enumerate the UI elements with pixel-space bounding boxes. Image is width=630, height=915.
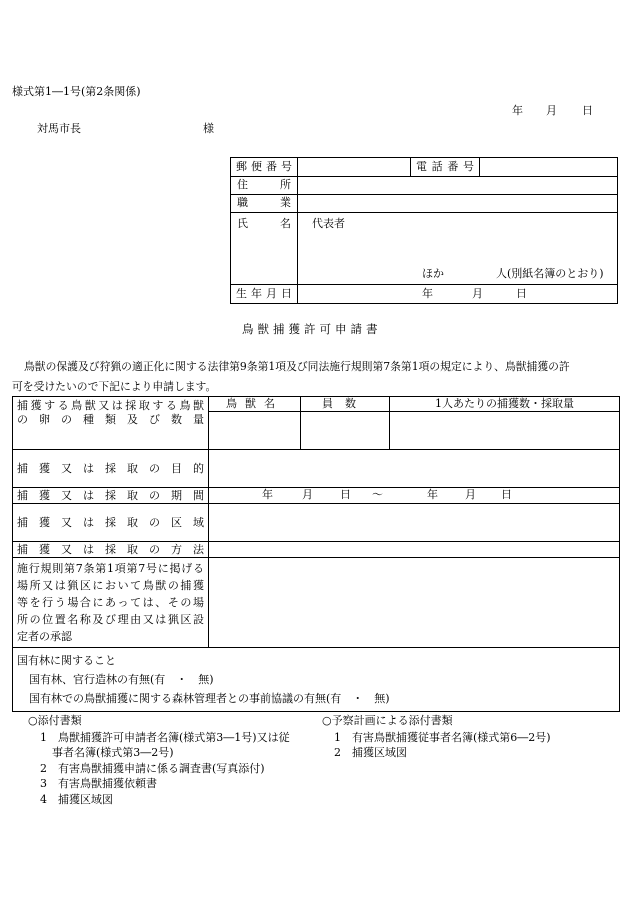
period-day-2: 日 bbox=[501, 488, 512, 502]
birth-label: 生年月日 bbox=[231, 285, 298, 304]
method-field[interactable] bbox=[209, 542, 620, 558]
birth-day: 日 bbox=[516, 287, 527, 300]
period-tilde: ～ bbox=[372, 488, 383, 502]
occupation-field[interactable] bbox=[298, 195, 618, 213]
species-label bbox=[13, 397, 209, 450]
period-month-1: 月 bbox=[302, 488, 313, 502]
addressee-honorific: 様 bbox=[203, 122, 214, 135]
birth-month: 月 bbox=[472, 287, 483, 300]
name-label: 氏名 bbox=[231, 213, 298, 285]
intro-line-2: 可を受けたいので下記により申請します。 bbox=[12, 380, 217, 393]
period-day-1: 日 bbox=[340, 488, 351, 502]
forest-line-2[interactable]: 国有林での鳥獣捕獲に関する森林管理者との事前協議の有無(有 ・ 無) bbox=[29, 692, 390, 706]
postal-field[interactable] bbox=[298, 158, 411, 177]
attachment-item-3: 3 有害鳥獣捕獲依頼書 bbox=[40, 777, 157, 790]
col-per-person: 1人あたりの捕獲数・採取量 bbox=[390, 397, 620, 412]
page-title: 鳥獣捕獲許可申請書 bbox=[242, 322, 382, 336]
attachment-item-2: 2 有害鳥獣捕獲申請に係る調査書(写真添付) bbox=[40, 762, 265, 775]
rule-label bbox=[13, 558, 209, 648]
form-number: 様式第1―1号(第2条関係) bbox=[12, 85, 141, 98]
period-month-2: 月 bbox=[465, 488, 476, 502]
period-field[interactable] bbox=[209, 488, 620, 504]
date-year: 年 bbox=[512, 104, 523, 117]
period-year-1: 年 bbox=[262, 488, 273, 502]
forest-line-1[interactable]: 国有林、官行造林の有無(有 ・ 無) bbox=[29, 673, 214, 687]
addressee-name: 対馬市長 bbox=[37, 122, 81, 135]
address-field[interactable] bbox=[298, 177, 618, 195]
rule-line-3: 等を行う場合にあっては、その場 bbox=[17, 596, 204, 610]
attachment-item-4: 4 捕獲区域図 bbox=[40, 793, 113, 806]
rule-line-1: 施行規則第7条第1項第7号に掲げる bbox=[17, 562, 204, 576]
national-forest-section bbox=[13, 648, 620, 712]
col-species: 鳥獣名 bbox=[209, 397, 301, 412]
representative-text: 代表者 bbox=[312, 217, 345, 230]
rule-line-4: 所の位置名称及び理由又は猟区設 bbox=[17, 613, 204, 627]
forecast-attachments-title: ○予察計画による添付書類 bbox=[322, 714, 453, 727]
date-day: 日 bbox=[582, 104, 593, 117]
forecast-attachment-item-2: 2 捕獲区域図 bbox=[334, 746, 407, 759]
applicant-table bbox=[230, 157, 618, 304]
species-label-line-1: 捕獲する鳥獣又は採取する鳥獣 bbox=[17, 399, 204, 412]
area-label: 捕獲又は採取の区域 bbox=[13, 504, 209, 542]
main-table bbox=[12, 396, 620, 712]
method-label: 捕獲又は採取の方法 bbox=[13, 542, 209, 558]
rule-line-2: 場所又は猟区において鳥獣の捕獲 bbox=[17, 579, 204, 593]
others-text: ほか bbox=[422, 267, 444, 280]
forecast-attachment-item-1: 1 有害鳥獣捕獲従事者名簿(様式第6―2号) bbox=[334, 731, 551, 744]
attachments-title: ○添付書類 bbox=[28, 714, 82, 727]
birth-field[interactable] bbox=[298, 285, 618, 304]
count-field[interactable] bbox=[301, 412, 390, 450]
persons-note: 人(別紙名簿のとおり) bbox=[496, 267, 604, 280]
postal-label: 郵便番号 bbox=[231, 158, 298, 177]
purpose-label: 捕獲又は採取の目的 bbox=[13, 450, 209, 488]
period-year-2: 年 bbox=[427, 488, 438, 502]
attachment-item-1: 1 鳥獣捕獲許可申請者名簿(様式第3―1号)又は従 bbox=[40, 731, 290, 744]
period-label: 捕獲又は採取の期間 bbox=[13, 488, 209, 504]
purpose-field[interactable] bbox=[209, 450, 620, 488]
area-field[interactable] bbox=[209, 504, 620, 542]
species-field[interactable] bbox=[209, 412, 301, 450]
rule-field[interactable] bbox=[209, 558, 620, 648]
date-month: 月 bbox=[546, 104, 557, 117]
per-person-field[interactable] bbox=[390, 412, 620, 450]
intro-line-1: 鳥獣の保護及び狩猟の適正化に関する法律第9条第1項及び同法施行規則第7条第1項の規定により、鳥獣捕獲の許 bbox=[24, 360, 570, 373]
col-count: 員数 bbox=[301, 397, 390, 412]
birth-year: 年 bbox=[422, 287, 433, 300]
attachment-item-1-cont: 事者名簿(様式第3―2号) bbox=[52, 746, 174, 759]
rule-line-5: 定者の承認 bbox=[17, 630, 72, 644]
species-label-line-2: の卵の種類及び数量 bbox=[17, 413, 204, 427]
phone-field[interactable] bbox=[480, 158, 618, 177]
occupation-label: 職業 bbox=[231, 195, 298, 213]
forest-header: 国有林に関すること bbox=[17, 654, 116, 668]
name-field[interactable] bbox=[298, 213, 618, 285]
address-label: 住所 bbox=[231, 177, 298, 195]
phone-label: 電話番号 bbox=[411, 158, 480, 177]
